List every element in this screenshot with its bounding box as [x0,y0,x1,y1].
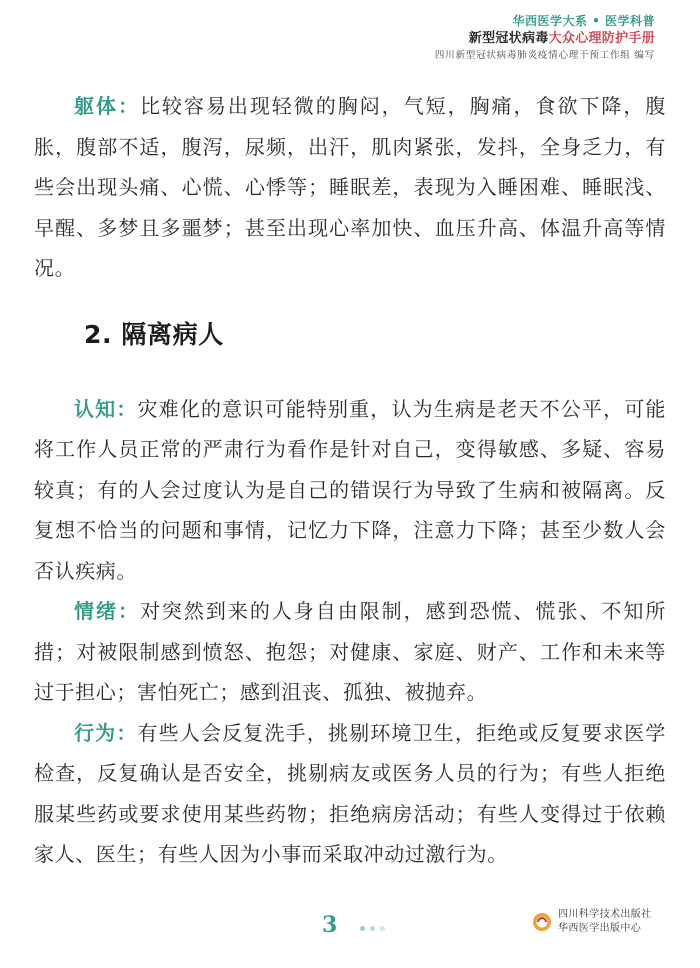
label-cognition: 认知： [74,396,138,421]
label-emotion: 情绪： [74,599,140,623]
publisher-line-2: 华西医学出版中心 [558,923,642,934]
dot-icon [370,926,375,931]
text-behavior: 有些人会反复洗手，挑剔环境卫生，拒绝或反复要求医学检查，反复确认是否安全，挑剔病友或医务人员的行为；有些人拒绝服某些药或要求使用某些药物；拒绝病房活动；有些人变得过于依赖家人、医生；有些人因为小事而采取冲动过激行为。 [34,720,666,866]
book-title-part-b: 大众心理防护手册 [548,31,655,46]
page-number: 3 [322,912,338,938]
dot-icon [380,926,385,931]
publisher-names [558,908,652,936]
publisher-line-1: 四川科学技术出版社 [558,909,652,920]
paragraph-emotion [34,591,666,713]
author-line: 四川新型冠状病毒肺炎疫情心理干预工作组 编写 [434,50,655,61]
page-footer [0,908,700,948]
paragraph-cognition [34,389,666,592]
publisher-block [532,908,652,936]
series-label: 华西医学大系 • 医学科普 [512,14,655,28]
page-dots [360,926,385,931]
paragraph-body-symptoms [34,86,666,289]
text-emotion: 对突然到来的人身自由限制，感到恐慌、慌张、不知所措；对被限制感到愤怒、抱怨；对健康、家庭、财产、工作和未来等过于担心；害怕死亡；感到沮丧、孤独、被抛弃。 [34,599,666,704]
label-body: 躯体： [74,94,140,118]
book-title-part-a: 新型冠状病毒 [468,31,549,46]
book-title [435,30,655,48]
page-header [435,12,655,64]
text-cognition: 灾难化的意识可能特别重，认为生病是老天不公平，可能将工作人员正常的严肃行为看作是针对自己，变得敏感、多疑、容易较真；有的人会过度认为是自己的错误行为导致了生病和被隔离。反复想不恰当的问题和事情，记忆力下降，注意力下降；甚至少数人会否认疾病。 [34,396,666,583]
paragraph-behavior [34,713,666,875]
page-body [34,86,666,875]
section-title: 2. 隔离病人 [84,319,224,349]
dot-icon [360,926,365,931]
label-behavior: 行为： [74,720,138,745]
text-body: 比较容易出现轻微的胸闷，气短，胸痛，食欲下降，腹胀，腹部不适，腹泻，尿频，出汗，肌肉紧张，发抖，全身乏力，有些会出现头痛、心慌、心悸等；睡眠差，表现为入睡困难、睡眠浅、早醒、多梦且多噩梦；甚至出现心率加快、血压升高、体温升高等情况。 [34,94,666,280]
publisher-logo-icon [532,912,552,932]
